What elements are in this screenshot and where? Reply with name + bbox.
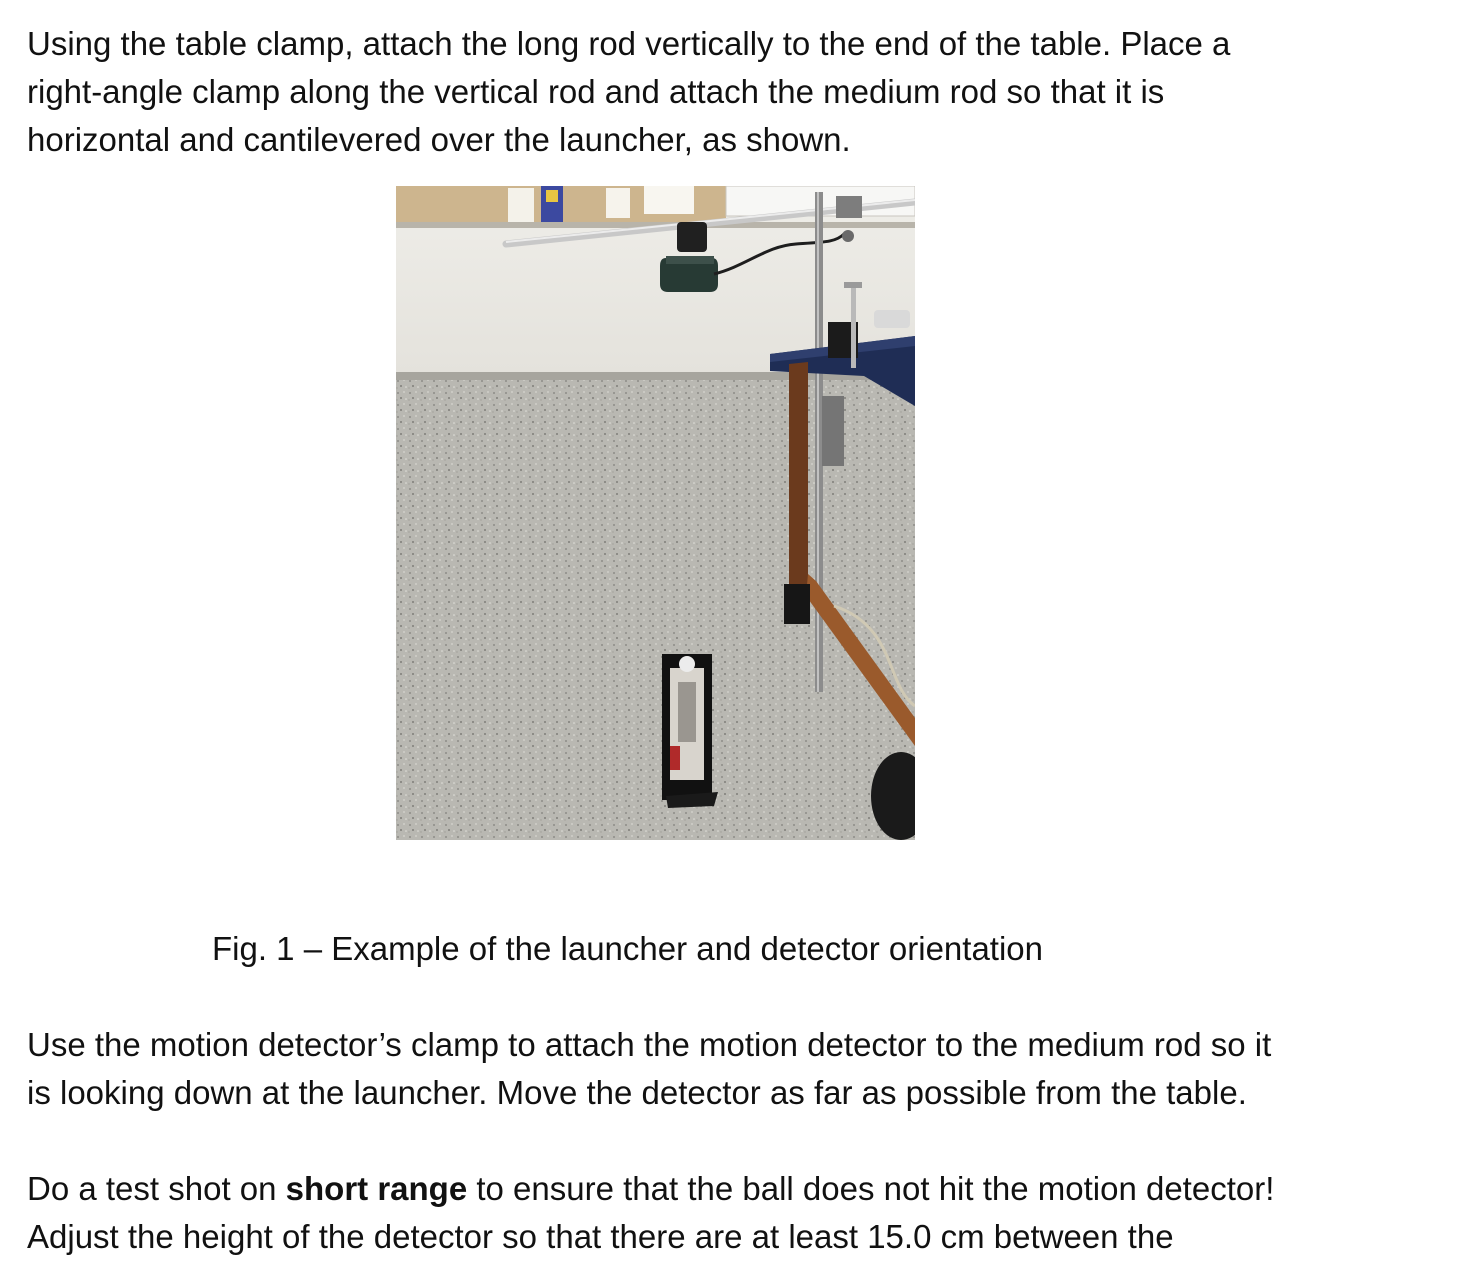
table-leg: [789, 362, 808, 593]
detector-clamp: [677, 222, 707, 252]
detector-mount-paragraph: Use the motion detector’s clamp to attach the motion detector to the medium rod so it is looking down at the launcher. Move the detector as far as possible from the table.: [27, 1026, 1272, 1111]
short-range-emphasis: short range: [285, 1170, 468, 1207]
test-shot-text-start: Do a test shot on: [27, 1170, 286, 1207]
test-shot-paragraph: [27, 1165, 1447, 1261]
test-shot-text-end: to ensure that the ball does not hit the motion detector! Adjust the height of the detector so that there are at least 15.0 cm between the: [27, 1170, 1275, 1255]
intro-paragraph: Using the table clamp, attach the long rod vertically to the end of the table. Place a right-angle clamp along the vertical rod and attach the medium rod so that it is horizontal and cantilevered over the launcher, as shown.: [27, 25, 1231, 158]
table-clamp: [822, 396, 844, 466]
setup-photo: [396, 186, 915, 840]
figure-caption: Fig. 1 – Example of the launcher and detector orientation: [212, 930, 1044, 967]
